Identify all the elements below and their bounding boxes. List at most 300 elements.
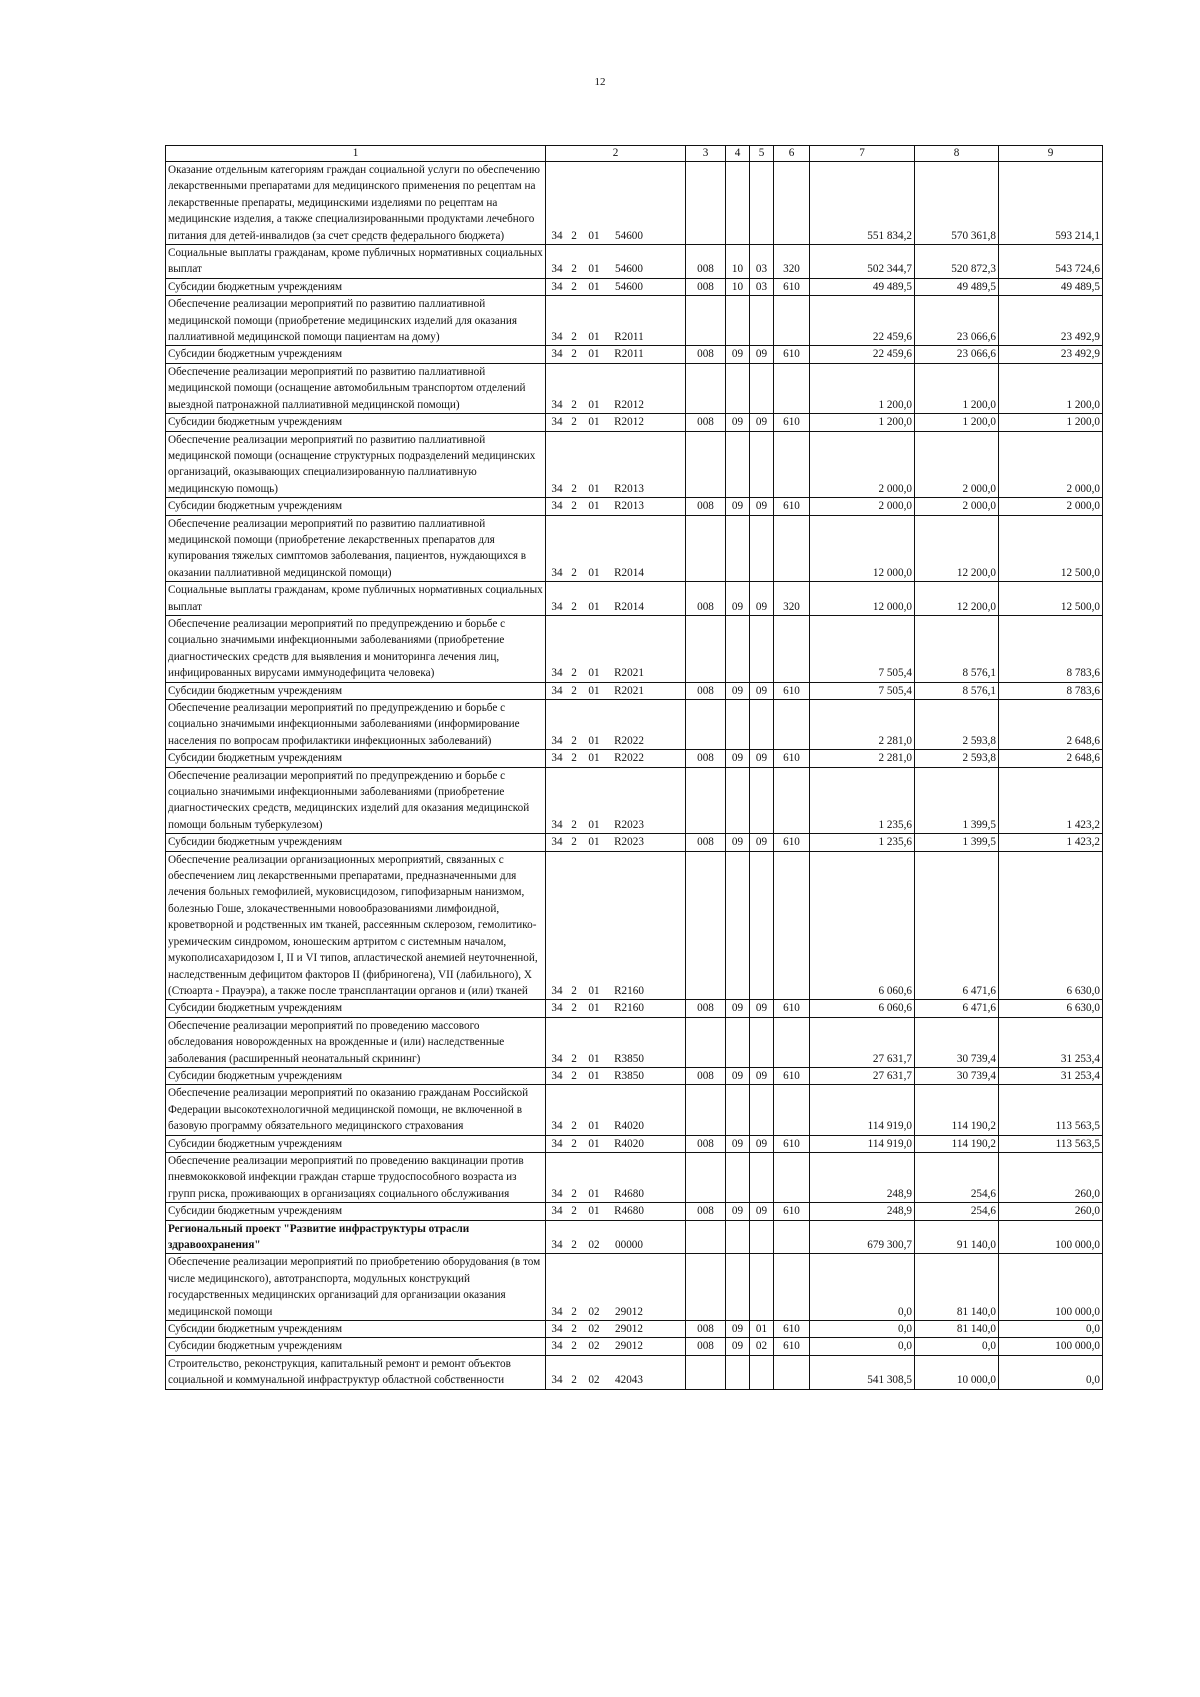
code-part: 34: [551, 667, 563, 680]
row-subsection: 09: [750, 682, 774, 699]
row-value-9: 49 489,5: [999, 278, 1103, 295]
row-expense-type: 610: [774, 346, 810, 363]
row-value-9: 2 648,6: [999, 700, 1103, 750]
row-code: [546, 1135, 686, 1152]
code-part: 00000: [615, 1239, 643, 1251]
code-part: R2013: [614, 482, 644, 495]
row-value-9: 1 423,2: [999, 767, 1103, 834]
row-value-7: 1 200,0: [810, 414, 915, 431]
row-value-8: 23 066,6: [915, 346, 999, 363]
row-section: 09: [726, 750, 750, 767]
row-section: 09: [726, 498, 750, 515]
code-part: 34: [551, 1052, 563, 1065]
code-part: 34: [551, 1374, 563, 1387]
row-ministry: [686, 296, 726, 346]
code-part: 34: [551, 684, 563, 697]
row-expense-type: 610: [774, 1135, 810, 1152]
code-part: 01: [588, 348, 600, 361]
row-ministry: 008: [686, 1000, 726, 1017]
row-ministry: [686, 1355, 726, 1389]
row-code: [546, 1220, 686, 1254]
row-value-7: 114 919,0: [810, 1085, 915, 1135]
row-code: [546, 834, 686, 851]
code-part: 34: [551, 1323, 563, 1336]
row-subsection: [750, 515, 774, 582]
row-name: Субсидии бюджетным учреждениям: [166, 750, 546, 767]
table-row: [166, 1017, 1103, 1067]
row-name: Субсидии бюджетным учреждениям: [166, 682, 546, 699]
code-part: 01: [588, 1052, 600, 1065]
row-value-8: 1 399,5: [915, 834, 999, 851]
code-part: 2: [571, 1323, 577, 1336]
row-subsection: 09: [750, 834, 774, 851]
row-subsection: [750, 615, 774, 682]
table-row: [166, 296, 1103, 346]
row-code: [546, 615, 686, 682]
row-value-7: 0,0: [810, 1338, 915, 1355]
row-code: [546, 851, 686, 1000]
row-section: [726, 363, 750, 413]
row-name: Обеспечение реализации организационных мероприятий, связанных с обеспечением лиц лекарственными препаратами, предназначенными для лечения больных гемофилией, муковисцидозом, гипофизарным нанизмом, болезнью Гоше, злокачественными новообразованиями лимфоидной, кроветворной и родственных им тканей, рассеянным склерозом, гемолитико-уремическим синдромом, юношеским артритом с системным началом, мукополисахаридозом I, II и VI типов, апластической анемией неуточненной, наследственным дефицитом факторов II (фибриногена), VII (лабильного), X (Стюарта - Прауэра), а также после трансплантации органов и (или) тканей: [166, 851, 546, 1000]
row-section: [726, 700, 750, 750]
row-expense-type: [774, 1085, 810, 1135]
code-part: 34: [551, 1187, 563, 1200]
table-row: [166, 363, 1103, 413]
row-subsection: [750, 162, 774, 245]
code-part: 2: [571, 348, 577, 361]
code-part: 01: [588, 1187, 600, 1200]
row-subsection: 01: [750, 1321, 774, 1338]
row-value-7: 0,0: [810, 1321, 915, 1338]
row-value-9: 2 000,0: [999, 498, 1103, 515]
row-value-9: 2 648,6: [999, 750, 1103, 767]
row-expense-type: 610: [774, 278, 810, 295]
code-part: 2: [571, 600, 577, 613]
row-value-8: 2 000,0: [915, 431, 999, 498]
code-part: 42043: [615, 1374, 643, 1387]
code-part: 2: [571, 229, 577, 242]
row-code: [546, 414, 686, 431]
code-part: 54600: [615, 229, 643, 242]
code-part: 2: [571, 818, 577, 831]
code-part: 34: [551, 1137, 563, 1150]
row-code: [546, 767, 686, 834]
code-part: 2: [571, 1305, 577, 1318]
row-value-8: 1 200,0: [915, 363, 999, 413]
page-number: 12: [594, 76, 606, 88]
row-section: [726, 1085, 750, 1135]
row-name: Обеспечение реализации мероприятий по приобретению оборудования (в том числе медицинского), автотранспорта, модульных конструкций государственных медицинских организаций для организации оказания медицинской помощи: [166, 1254, 546, 1321]
table-row: [166, 582, 1103, 616]
code-part: 34: [551, 984, 563, 997]
row-value-7: 12 000,0: [810, 582, 915, 616]
row-section: 09: [726, 1000, 750, 1017]
row-ministry: 008: [686, 346, 726, 363]
row-name: Субсидии бюджетным учреждениям: [166, 414, 546, 431]
table-row: [166, 767, 1103, 834]
row-subsection: 09: [750, 582, 774, 616]
row-expense-type: 610: [774, 1067, 810, 1084]
row-value-8: 81 140,0: [915, 1254, 999, 1321]
row-ministry: [686, 1220, 726, 1254]
row-value-8: 6 471,6: [915, 851, 999, 1000]
code-part: R2021: [614, 667, 644, 680]
row-name: Субсидии бюджетным учреждениям: [166, 1338, 546, 1355]
code-part: 01: [588, 482, 600, 495]
code-part: 01: [588, 1137, 600, 1150]
header-cell: 1: [166, 146, 546, 162]
header-row: [166, 146, 1103, 162]
code-part: 34: [551, 1239, 563, 1251]
row-value-8: 10 000,0: [915, 1355, 999, 1389]
row-code: [546, 296, 686, 346]
code-part: R3850: [614, 1069, 644, 1082]
code-part: R4020: [614, 1120, 644, 1133]
table-row: [166, 414, 1103, 431]
row-code: [546, 245, 686, 279]
code-part: 02: [588, 1323, 600, 1336]
table-row: [166, 515, 1103, 582]
row-subsection: [750, 1355, 774, 1389]
row-subsection: [750, 700, 774, 750]
table-row: [166, 1152, 1103, 1202]
table-body: [166, 146, 1103, 1390]
code-part: R2014: [614, 600, 644, 613]
code-part: 29012: [615, 1323, 643, 1336]
table-row: [166, 615, 1103, 682]
row-value-9: 23 492,9: [999, 296, 1103, 346]
row-subsection: 09: [750, 750, 774, 767]
row-ministry: [686, 1152, 726, 1202]
row-value-9: 0,0: [999, 1355, 1103, 1389]
code-part: 34: [551, 1340, 563, 1353]
row-name: Обеспечение реализации мероприятий по оказанию гражданам Российской Федерации высокотехнологичной медицинской помощи, не включенной в базовую программу обязательного медицинского страхования: [166, 1085, 546, 1135]
code-part: R2023: [614, 818, 644, 831]
row-name: Обеспечение реализации мероприятий по развитию паллиативной медицинской помощи (оснащение автомобильным транспортом отделений выездной патронажной паллиативной медицинской помощи): [166, 363, 546, 413]
row-value-7: 22 459,6: [810, 296, 915, 346]
row-value-8: 1 399,5: [915, 767, 999, 834]
row-value-9: 113 563,5: [999, 1135, 1103, 1152]
code-part: 2: [571, 667, 577, 680]
row-ministry: [686, 363, 726, 413]
code-part: 02: [588, 1239, 600, 1251]
row-ministry: [686, 1085, 726, 1135]
row-value-7: 6 060,6: [810, 851, 915, 1000]
code-part: 01: [588, 229, 600, 242]
code-part: 29012: [615, 1340, 643, 1353]
table-row: [166, 1321, 1103, 1338]
row-ministry: [686, 615, 726, 682]
row-code: [546, 1067, 686, 1084]
row-name: Обеспечение реализации мероприятий по предупреждению и борьбе с социально значимыми инфекционными заболеваниями (приобретение диагностических средств для выявления и мониторинга лечения лиц, инфицированных вирусами иммунодефицита человека): [166, 615, 546, 682]
row-value-9: 260,0: [999, 1203, 1103, 1220]
row-section: 09: [726, 834, 750, 851]
row-section: 09: [726, 682, 750, 699]
row-expense-type: [774, 767, 810, 834]
row-expense-type: 610: [774, 750, 810, 767]
row-ministry: 008: [686, 1321, 726, 1338]
row-expense-type: 610: [774, 1321, 810, 1338]
code-part: 2: [571, 984, 577, 997]
row-code: [546, 582, 686, 616]
table-row: [166, 1355, 1103, 1389]
row-value-9: 8 783,6: [999, 615, 1103, 682]
row-expense-type: [774, 1220, 810, 1254]
code-part: 54600: [615, 263, 643, 276]
code-part: 2: [571, 836, 577, 849]
row-name: Субсидии бюджетным учреждениям: [166, 346, 546, 363]
code-part: R2160: [614, 1002, 644, 1015]
row-value-8: 81 140,0: [915, 1321, 999, 1338]
table-row: [166, 700, 1103, 750]
row-name: Оказание отдельным категориям граждан социальной услуги по обеспечению лекарственными препаратами для медицинского применения по рецептам на лекарственные препараты, медицинскими изделиями по рецептам на медицинские изделия, а также специализированными продуктами лечебного питания для детей-инвалидов (за счет средств федерального бюджета): [166, 162, 546, 245]
row-code: [546, 346, 686, 363]
row-subsection: 03: [750, 278, 774, 295]
row-expense-type: 610: [774, 1338, 810, 1355]
row-ministry: [686, 515, 726, 582]
row-subsection: 09: [750, 1135, 774, 1152]
row-name: Обеспечение реализации мероприятий по предупреждению и борьбе с социально значимыми инфекционными заболеваниями (информирование населения по вопросам профилактики инфекционных заболеваний): [166, 700, 546, 750]
row-name: Субсидии бюджетным учреждениям: [166, 278, 546, 295]
table-row: [166, 1220, 1103, 1254]
row-name: Региональный проект "Развитие инфраструктуры отрасли здравоохранения": [166, 1220, 546, 1254]
table-row: [166, 1085, 1103, 1135]
code-part: 01: [588, 416, 600, 429]
row-ministry: 008: [686, 245, 726, 279]
row-expense-type: [774, 615, 810, 682]
row-ministry: 008: [686, 682, 726, 699]
code-part: 29012: [615, 1305, 643, 1318]
code-part: 01: [588, 331, 600, 344]
code-part: 01: [588, 263, 600, 276]
row-name: Социальные выплаты гражданам, кроме публичных нормативных социальных выплат: [166, 245, 546, 279]
row-subsection: 03: [750, 245, 774, 279]
row-ministry: 008: [686, 834, 726, 851]
code-part: 34: [551, 1002, 563, 1015]
code-part: R2160: [614, 984, 644, 997]
row-expense-type: [774, 700, 810, 750]
row-value-7: 12 000,0: [810, 515, 915, 582]
row-subsection: [750, 1254, 774, 1321]
row-subsection: 09: [750, 498, 774, 515]
row-ministry: 008: [686, 1067, 726, 1084]
code-part: 34: [551, 1069, 563, 1082]
row-section: 09: [726, 1203, 750, 1220]
code-part: 2: [571, 1374, 577, 1387]
table-row: [166, 1000, 1103, 1017]
code-part: 2: [571, 1052, 577, 1065]
row-section: 09: [726, 1135, 750, 1152]
row-value-9: 12 500,0: [999, 582, 1103, 616]
code-part: 2: [571, 734, 577, 747]
row-value-7: 27 631,7: [810, 1067, 915, 1084]
code-part: 2: [571, 1137, 577, 1150]
row-name: Обеспечение реализации мероприятий по развитию паллиативной медицинской помощи (приобретение лекарственных препаратов для купирования тяжелых симптомов заболевания, пациентов, нуждающихся в оказании паллиативной медицинской помощи): [166, 515, 546, 582]
row-value-7: 22 459,6: [810, 346, 915, 363]
row-value-8: 2 593,8: [915, 700, 999, 750]
row-code: [546, 1000, 686, 1017]
row-code: [546, 1254, 686, 1321]
row-expense-type: 610: [774, 682, 810, 699]
row-expense-type: [774, 1152, 810, 1202]
code-part: R2011: [614, 331, 644, 344]
row-value-8: 2 000,0: [915, 498, 999, 515]
row-code: [546, 682, 686, 699]
code-part: R4020: [614, 1137, 644, 1150]
row-ministry: 008: [686, 1203, 726, 1220]
table-row: [166, 750, 1103, 767]
row-expense-type: [774, 296, 810, 346]
row-value-8: 114 190,2: [915, 1135, 999, 1152]
row-section: [726, 1220, 750, 1254]
code-part: 34: [551, 500, 563, 513]
code-part: 34: [551, 752, 563, 765]
row-ministry: [686, 767, 726, 834]
row-section: 09: [726, 1067, 750, 1084]
row-code: [546, 162, 686, 245]
code-part: 2: [571, 1002, 577, 1015]
row-value-8: 2 593,8: [915, 750, 999, 767]
row-value-8: 520 872,3: [915, 245, 999, 279]
row-name: Субсидии бюджетным учреждениям: [166, 1203, 546, 1220]
row-subsection: [750, 1220, 774, 1254]
row-code: [546, 700, 686, 750]
code-part: 34: [551, 229, 563, 242]
code-part: 2: [571, 398, 577, 411]
code-part: 02: [588, 1374, 600, 1387]
table-row: [166, 278, 1103, 295]
row-ministry: 008: [686, 1338, 726, 1355]
row-value-9: 1 200,0: [999, 414, 1103, 431]
row-subsection: 09: [750, 414, 774, 431]
row-value-8: 0,0: [915, 1338, 999, 1355]
row-ministry: [686, 162, 726, 245]
code-part: 34: [551, 1120, 563, 1133]
row-section: 09: [726, 1321, 750, 1338]
row-subsection: [750, 851, 774, 1000]
row-code: [546, 431, 686, 498]
row-value-7: 502 344,7: [810, 245, 915, 279]
row-ministry: [686, 700, 726, 750]
header-cell: 2: [546, 146, 686, 162]
row-code: [546, 1203, 686, 1220]
code-part: 2: [571, 263, 577, 276]
row-ministry: 008: [686, 750, 726, 767]
row-value-9: 1 423,2: [999, 834, 1103, 851]
row-subsection: 09: [750, 1067, 774, 1084]
code-part: 01: [588, 752, 600, 765]
row-expense-type: [774, 1254, 810, 1321]
row-ministry: [686, 1017, 726, 1067]
row-section: [726, 1254, 750, 1321]
row-subsection: [750, 1085, 774, 1135]
row-value-8: 23 066,6: [915, 296, 999, 346]
row-value-8: 570 361,8: [915, 162, 999, 245]
row-expense-type: [774, 515, 810, 582]
code-part: 2: [571, 280, 577, 293]
code-part: 01: [588, 1002, 600, 1015]
row-expense-type: [774, 431, 810, 498]
row-name: Обеспечение реализации мероприятий по проведению вакцинации против пневмококковой инфекции граждан старше трудоспособного возраста из групп риска, проживающих в организациях социального обслуживания: [166, 1152, 546, 1202]
row-section: 09: [726, 414, 750, 431]
table-row: [166, 1203, 1103, 1220]
row-name: Субсидии бюджетным учреждениям: [166, 1135, 546, 1152]
row-value-8: 254,6: [915, 1152, 999, 1202]
row-value-7: 248,9: [810, 1152, 915, 1202]
row-expense-type: [774, 363, 810, 413]
code-part: 2: [571, 482, 577, 495]
code-part: 2: [571, 1120, 577, 1133]
code-part: 01: [588, 818, 600, 831]
code-part: 2: [571, 752, 577, 765]
row-value-8: 254,6: [915, 1203, 999, 1220]
row-ministry: [686, 431, 726, 498]
row-value-9: 31 253,4: [999, 1067, 1103, 1084]
row-code: [546, 363, 686, 413]
row-value-9: 6 630,0: [999, 1000, 1103, 1017]
row-section: [726, 162, 750, 245]
row-ministry: 008: [686, 278, 726, 295]
row-value-7: 0,0: [810, 1254, 915, 1321]
row-expense-type: 610: [774, 1203, 810, 1220]
row-ministry: 008: [686, 1135, 726, 1152]
row-value-7: 1 235,6: [810, 767, 915, 834]
row-name: Субсидии бюджетным учреждениям: [166, 498, 546, 515]
header-cell: 6: [774, 146, 810, 162]
row-value-8: 8 576,1: [915, 682, 999, 699]
row-value-7: 2 000,0: [810, 498, 915, 515]
row-section: 10: [726, 245, 750, 279]
row-value-7: 551 834,2: [810, 162, 915, 245]
row-section: [726, 1355, 750, 1389]
code-part: R4680: [614, 1187, 644, 1200]
row-name: Обеспечение реализации мероприятий по предупреждению и борьбе с социально значимыми инфекционными заболеваниями (приобретение диагностических средств, медицинских изделий для оказания медицинской помощи больным туберкулезом): [166, 767, 546, 834]
code-part: R2013: [614, 500, 644, 513]
row-ministry: [686, 1254, 726, 1321]
row-code: [546, 1338, 686, 1355]
row-expense-type: 610: [774, 414, 810, 431]
row-value-9: 100 000,0: [999, 1338, 1103, 1355]
row-value-8: 1 200,0: [915, 414, 999, 431]
code-part: 01: [588, 1120, 600, 1133]
table-row: [166, 1067, 1103, 1084]
row-value-9: 6 630,0: [999, 851, 1103, 1000]
row-subsection: 02: [750, 1338, 774, 1355]
row-value-7: 7 505,4: [810, 615, 915, 682]
table-row: [166, 1135, 1103, 1152]
row-value-7: 6 060,6: [810, 1000, 915, 1017]
row-name: Субсидии бюджетным учреждениям: [166, 1000, 546, 1017]
row-subsection: 09: [750, 1000, 774, 1017]
table-row: [166, 834, 1103, 851]
row-value-8: 8 576,1: [915, 615, 999, 682]
header-cell: 5: [750, 146, 774, 162]
code-part: 34: [551, 416, 563, 429]
row-ministry: 008: [686, 582, 726, 616]
row-value-7: 49 489,5: [810, 278, 915, 295]
row-value-9: 543 724,6: [999, 245, 1103, 279]
row-value-9: 593 214,1: [999, 162, 1103, 245]
row-value-8: 91 140,0: [915, 1220, 999, 1254]
row-section: [726, 767, 750, 834]
row-value-7: 679 300,7: [810, 1220, 915, 1254]
row-value-7: 541 308,5: [810, 1355, 915, 1389]
row-name: Социальные выплаты гражданам, кроме публичных нормативных социальных выплат: [166, 582, 546, 616]
code-part: R2014: [614, 566, 644, 579]
code-part: 34: [551, 818, 563, 831]
code-part: 34: [551, 600, 563, 613]
row-section: [726, 1152, 750, 1202]
